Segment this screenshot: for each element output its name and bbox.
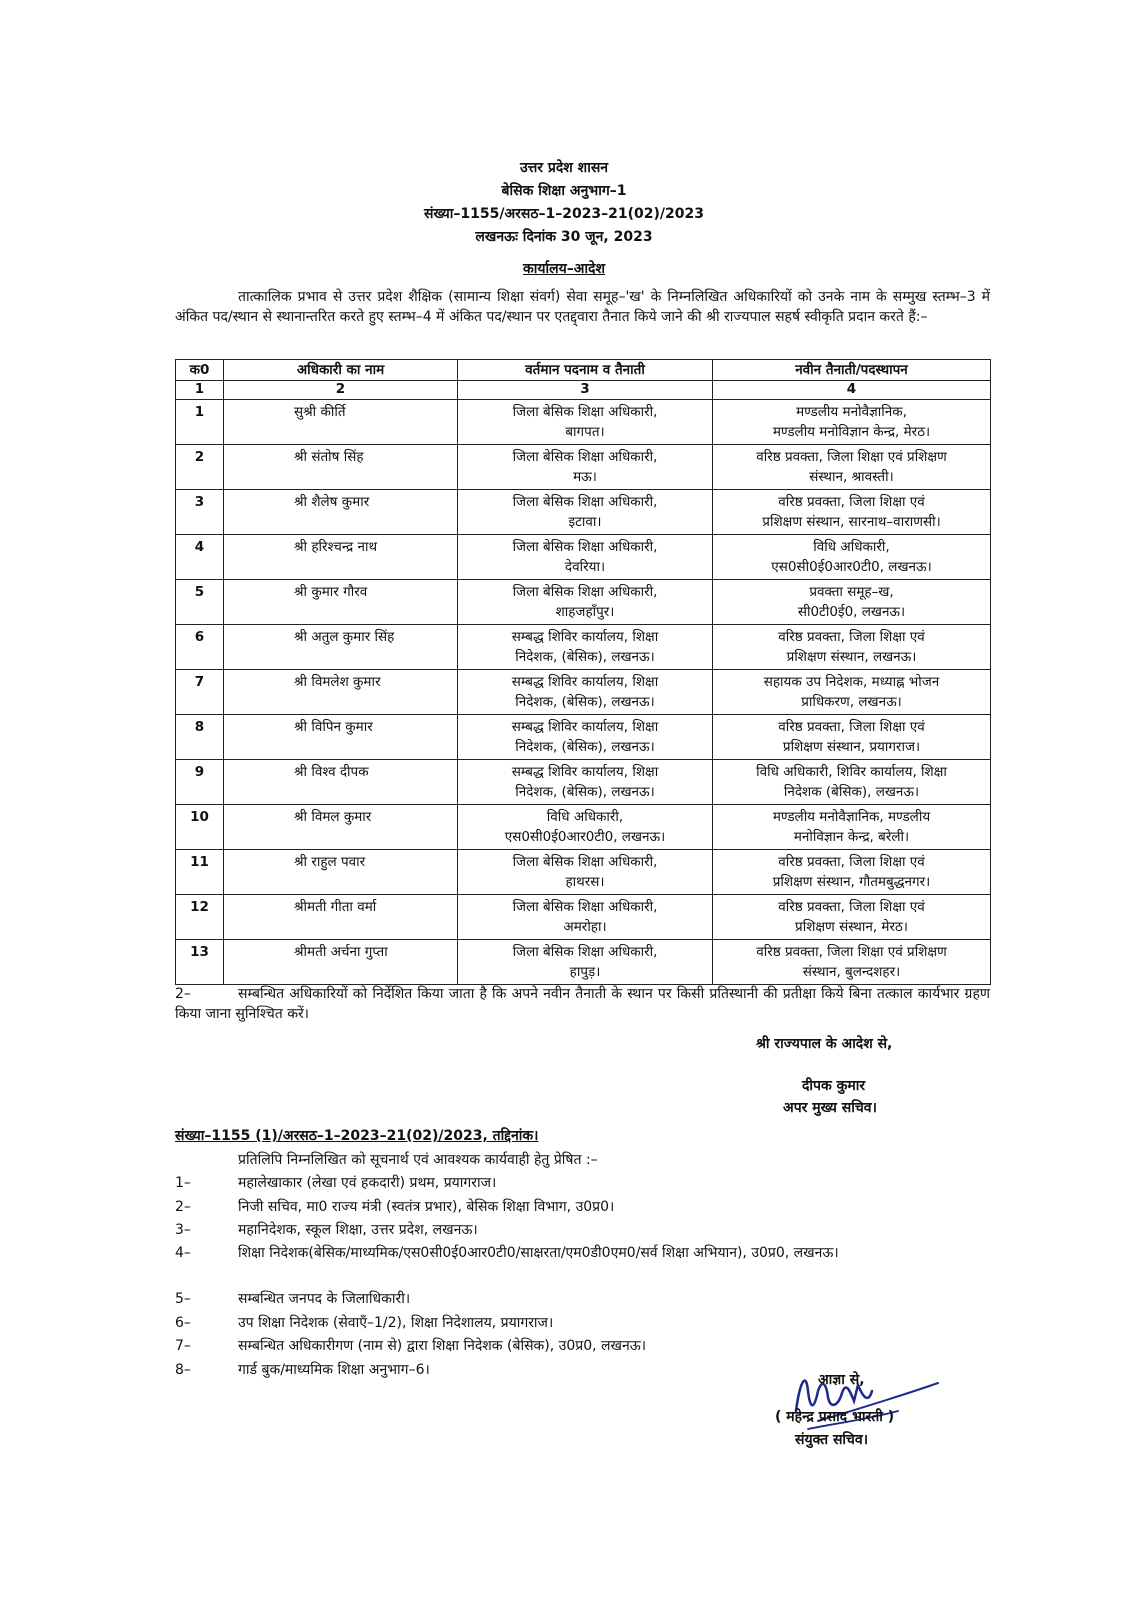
officer-name: श्रीमती अर्चना गुप्ता <box>224 940 458 985</box>
current-post-line: हाथरस। <box>565 874 605 890</box>
current-post-line: शाहजहाँपुर। <box>555 604 615 620</box>
officer-name: श्री अतुल कुमार सिंह <box>224 625 458 670</box>
copy-item-text: निजी सचिव, मा0 राज्य मंत्री (स्वतंत्र प्रभार), बेसिक शिक्षा विभाग, उ0प्र0। <box>238 1199 615 1215</box>
current-post <box>458 895 713 940</box>
order-title: कार्यालय–आदेश <box>523 261 605 277</box>
new-post <box>713 715 991 760</box>
current-post-line: एस0सी0ई0आर0टी0, लखनऊ। <box>504 829 666 845</box>
current-post-line: जिला बेसिक शिक्षा अधिकारी, <box>512 539 658 555</box>
table-header-row <box>176 360 991 381</box>
officer-name: श्री विमलेश कुमार <box>224 670 458 715</box>
officer-name: श्री विमल कुमार <box>224 805 458 850</box>
new-post-line: संस्थान, श्रावस्ती। <box>809 469 894 485</box>
copy-item-number: 4– <box>175 1245 191 1261</box>
copy-item-text: गार्ड बुक/माध्यमिक शिक्षा अनुभाग–6। <box>238 1362 430 1378</box>
current-post <box>458 670 713 715</box>
row-serial: 13 <box>176 940 224 985</box>
signatory-name: दीपक कुमार <box>802 1078 866 1094</box>
current-post <box>458 445 713 490</box>
row-serial: 3 <box>176 490 224 535</box>
letter-number: संख्या–1155/अरसठ–1–2023–21(02)/2023 <box>423 206 705 222</box>
current-post-line: निदेशक, (बेसिक), लखनऊ। <box>515 649 655 665</box>
new-post-line: वरिष्ठ प्रवक्ता, जिला शिक्षा एवं <box>778 494 925 510</box>
closing-name: ( महेन्द्र प्रसाद भारती ) <box>775 1409 895 1425</box>
current-post-line: बागपत। <box>565 424 605 440</box>
new-post <box>713 580 991 625</box>
officer-name: श्री राहुल पवार <box>224 850 458 895</box>
paragraph-2-text: सम्बन्धित अधिकारियों को निर्देशित किया जाता है कि अपने नवीन तैनाती के स्थान पर किसी प्रतिस्थानी की प्रतीक्षा किये बिना तत्काल कार्यभार ग्रहण किया जाना सुनिश्चित करें। <box>175 986 990 1022</box>
row-serial: 11 <box>176 850 224 895</box>
current-post-line: अमरोहा। <box>563 919 607 935</box>
copy-item-number: 2– <box>175 1199 191 1215</box>
row-serial: 7 <box>176 670 224 715</box>
new-post-line: सहायक उप निदेशक, मध्याह्न भोजन <box>763 674 940 690</box>
new-post-line: प्राधिकरण, लखनऊ। <box>801 694 902 710</box>
current-post-line: देवरिया। <box>564 559 606 575</box>
current-post-line: सम्बद्ध शिविर कार्यालय, शिक्षा <box>511 719 659 735</box>
new-post <box>713 895 991 940</box>
officer-name: सुश्री कीर्ति <box>224 400 458 445</box>
table-row <box>176 715 991 760</box>
row-serial: 5 <box>176 580 224 625</box>
copy-number: संख्या–1155 (1)/अरसठ–1–2023–21(02)/2023, तद्दिनांक। <box>175 1128 539 1144</box>
copy-item-text: शिक्षा निदेशक(बेसिक/माध्यमिक/एस0सी0ई0आर0टी0/साक्षरता/एम0डी0एम0/सर्व शिक्षा अभियान), उ0प्र0, लखनऊ। <box>238 1245 839 1261</box>
current-post-line: जिला बेसिक शिक्षा अधिकारी, <box>512 899 658 915</box>
by-order-line: श्री राज्यपाल के आदेश से, <box>756 1036 893 1052</box>
table-row <box>176 805 991 850</box>
header-name: अधिकारी का नाम <box>224 360 458 381</box>
intro-paragraph: तात्कालिक प्रभाव से उत्तर प्रदेश शैक्षिक (सामान्य शिक्षा संवर्ग) सेवा समूह–'ख' के निम्नलिखित अधिकारियों को उनके नाम के सम्मुख स्तम्भ–3 में अंकित पद/स्थान से स्थानान्तरित करते हुए स्तम्भ–4 में अंकित पद/स्थान पर एतद्द्वारा तैनात किये जाने की श्री राज्यपाल सहर्ष स्वीकृति प्रदान करते हैं:– <box>175 289 990 325</box>
new-post-line: प्रशिक्षण संस्थान, लखनऊ। <box>786 649 917 665</box>
current-post-line: हापुड़। <box>569 964 601 980</box>
copy-item-number: 6– <box>175 1315 191 1331</box>
new-post-line: एस0सी0ई0आर0टी0, लखनऊ। <box>771 559 932 575</box>
new-post-line: वरिष्ठ प्रवक्ता, जिला शिक्षा एवं प्रशिक्षण <box>756 449 947 465</box>
new-post-line: वरिष्ठ प्रवक्ता, जिला शिक्षा एवं <box>778 899 925 915</box>
new-post-line: संस्थान, बुलन्दशहर। <box>802 964 901 980</box>
col-number: 3 <box>458 381 713 400</box>
copy-item-number: 3– <box>175 1222 191 1238</box>
current-post <box>458 805 713 850</box>
header-current-post: वर्तमान पदनाम व तैनाती <box>458 360 713 381</box>
closing-designation: संयुक्त सचिव। <box>795 1432 869 1448</box>
row-serial: 10 <box>176 805 224 850</box>
signatory-designation: अपर मुख्य सचिव। <box>783 1100 877 1116</box>
current-post-line: सम्बद्ध शिविर कार्यालय, शिक्षा <box>511 674 659 690</box>
govt-title: उत्तर प्रदेश शासन <box>519 160 609 176</box>
officer-name: श्री विश्व दीपक <box>224 760 458 805</box>
new-post <box>713 850 991 895</box>
current-post <box>458 400 713 445</box>
col-number: 4 <box>713 381 991 400</box>
new-post-line: प्रशिक्षण संस्थान, प्रयागराज। <box>782 739 921 755</box>
new-post <box>713 805 991 850</box>
table-row <box>176 760 991 805</box>
new-post-line: मण्डलीय मनोविज्ञान केन्द्र, मेरठ। <box>772 424 931 440</box>
current-post-line: निदेशक, (बेसिक), लखनऊ। <box>515 739 655 755</box>
new-post <box>713 625 991 670</box>
copy-item-text: महानिदेशक, स्कूल शिक्षा, उत्तर प्रदेश, लखनऊ। <box>238 1222 478 1238</box>
officer-name: श्री विपिन कुमार <box>224 715 458 760</box>
table-row <box>176 895 991 940</box>
new-post <box>713 940 991 985</box>
copy-item-number: 8– <box>175 1362 191 1378</box>
new-post-line: वरिष्ठ प्रवक्ता, जिला शिक्षा एवं प्रशिक्षण <box>756 944 947 960</box>
new-post <box>713 400 991 445</box>
new-post-line: प्रवक्ता समूह–ख, <box>809 584 894 600</box>
current-post <box>458 535 713 580</box>
table-row <box>176 580 991 625</box>
row-serial: 8 <box>176 715 224 760</box>
table-row <box>176 445 991 490</box>
new-post-line: मनोविज्ञान केन्द्र, बरेली। <box>793 829 910 845</box>
new-post-line: प्रशिक्षण संस्थान, मेरठ। <box>795 919 908 935</box>
officer-name: श्री संतोष सिंह <box>224 445 458 490</box>
row-serial: 6 <box>176 625 224 670</box>
table-row <box>176 490 991 535</box>
new-post <box>713 760 991 805</box>
new-post-line: वरिष्ठ प्रवक्ता, जिला शिक्षा एवं <box>778 629 925 645</box>
new-post-line: विधि अधिकारी, शिविर कार्यालय, शिक्षा <box>756 764 947 780</box>
col-number: 2 <box>224 381 458 400</box>
current-post <box>458 625 713 670</box>
copy-item-text: सम्बन्धित जनपद के जिलाधिकारी। <box>238 1291 411 1307</box>
header-new-post: नवीन तैनाती/पदस्थापन <box>713 360 991 381</box>
table-row <box>176 850 991 895</box>
table-row <box>176 625 991 670</box>
new-post-line: प्रशिक्षण संस्थान, सारनाथ–वाराणसी। <box>762 514 941 530</box>
current-post-line: इटावा। <box>568 514 602 530</box>
copy-item-number: 7– <box>175 1338 191 1354</box>
paragraph-2 <box>175 984 990 1024</box>
header-sno: क0 <box>176 360 224 381</box>
current-post <box>458 715 713 760</box>
current-post <box>458 940 713 985</box>
row-serial: 1 <box>176 400 224 445</box>
row-serial: 12 <box>176 895 224 940</box>
current-post <box>458 850 713 895</box>
current-post-line: विधि अधिकारी, <box>546 809 624 825</box>
officer-name: श्री हरिश्चन्द्र नाथ <box>224 535 458 580</box>
copy-item-number: 5– <box>175 1291 191 1307</box>
copy-item-text: उप शिक्षा निदेशक (सेवाएँ–1/2), शिक्षा निदेशालय, प्रयागराज। <box>238 1315 554 1331</box>
officer-name: श्रीमती गीता वर्मा <box>224 895 458 940</box>
handwritten-signature <box>788 1361 948 1441</box>
new-post-line: सी0टी0ई0, लखनऊ। <box>797 604 906 620</box>
officer-name: श्री शैलेष कुमार <box>224 490 458 535</box>
new-post-line: प्रशिक्षण संस्थान, गौतमबुद्धनगर। <box>772 874 931 890</box>
column-number-row <box>176 381 991 400</box>
copy-item-text: महालेखाकार (लेखा एवं हकदारी) प्रथम, प्रयागराज। <box>238 1175 497 1191</box>
current-post-line: जिला बेसिक शिक्षा अधिकारी, <box>512 944 658 960</box>
section-title: बेसिक शिक्षा अनुभाग–1 <box>501 183 627 199</box>
table-row <box>176 670 991 715</box>
current-post-line: मऊ। <box>573 469 597 485</box>
col-number: 1 <box>176 381 224 400</box>
closing-by-order: आज्ञा से, <box>818 1372 865 1388</box>
new-post <box>713 535 991 580</box>
table-row <box>176 940 991 985</box>
current-post <box>458 490 713 535</box>
officer-name: श्री कुमार गौरव <box>224 580 458 625</box>
new-post <box>713 490 991 535</box>
row-serial: 2 <box>176 445 224 490</box>
copy-item-text: सम्बन्धित अधिकारीगण (नाम से) द्वारा शिक्षा निदेशक (बेसिक), उ0प्र0, लखनऊ। <box>238 1338 647 1354</box>
current-post-line: जिला बेसिक शिक्षा अधिकारी, <box>512 854 658 870</box>
new-post-line: वरिष्ठ प्रवक्ता, जिला शिक्षा एवं <box>778 719 925 735</box>
current-post-line: निदेशक, (बेसिक), लखनऊ। <box>515 694 655 710</box>
row-serial: 4 <box>176 535 224 580</box>
row-serial: 9 <box>176 760 224 805</box>
new-post-line: निदेशक (बेसिक), लखनऊ। <box>783 784 920 800</box>
table-row <box>176 400 991 445</box>
new-post <box>713 445 991 490</box>
current-post-line: जिला बेसिक शिक्षा अधिकारी, <box>512 494 658 510</box>
current-post <box>458 580 713 625</box>
new-post-line: वरिष्ठ प्रवक्ता, जिला शिक्षा एवं <box>778 854 925 870</box>
current-post-line: सम्बद्ध शिविर कार्यालय, शिक्षा <box>511 764 659 780</box>
new-post-line: मण्डलीय मनोवैज्ञानिक, <box>796 404 907 420</box>
current-post-line: जिला बेसिक शिक्षा अधिकारी, <box>512 449 658 465</box>
new-post-line: मण्डलीय मनोवैज्ञानिक, मण्डलीय <box>772 809 931 825</box>
current-post-line: जिला बेसिक शिक्षा अधिकारी, <box>512 404 658 420</box>
new-post-line: विधि अधिकारी, <box>813 539 890 555</box>
paragraph-2-number: 2– <box>175 986 191 1002</box>
copy-item-number: 1– <box>175 1175 191 1191</box>
current-post-line: सम्बद्ध शिविर कार्यालय, शिक्षा <box>511 629 659 645</box>
current-post-line: जिला बेसिक शिक्षा अधिकारी, <box>512 584 658 600</box>
current-post-line: निदेशक, (बेसिक), लखनऊ। <box>515 784 655 800</box>
table-row <box>176 535 991 580</box>
transfer-table <box>175 359 991 985</box>
current-post <box>458 760 713 805</box>
new-post <box>713 670 991 715</box>
letter-date: लखनऊः दिनांक 30 जून, 2023 <box>475 229 653 245</box>
copy-intro: प्रतिलिपि निम्नलिखित को सूचनार्थ एवं आवश्यक कार्यवाही हेतु प्रेषित :– <box>238 1152 598 1168</box>
